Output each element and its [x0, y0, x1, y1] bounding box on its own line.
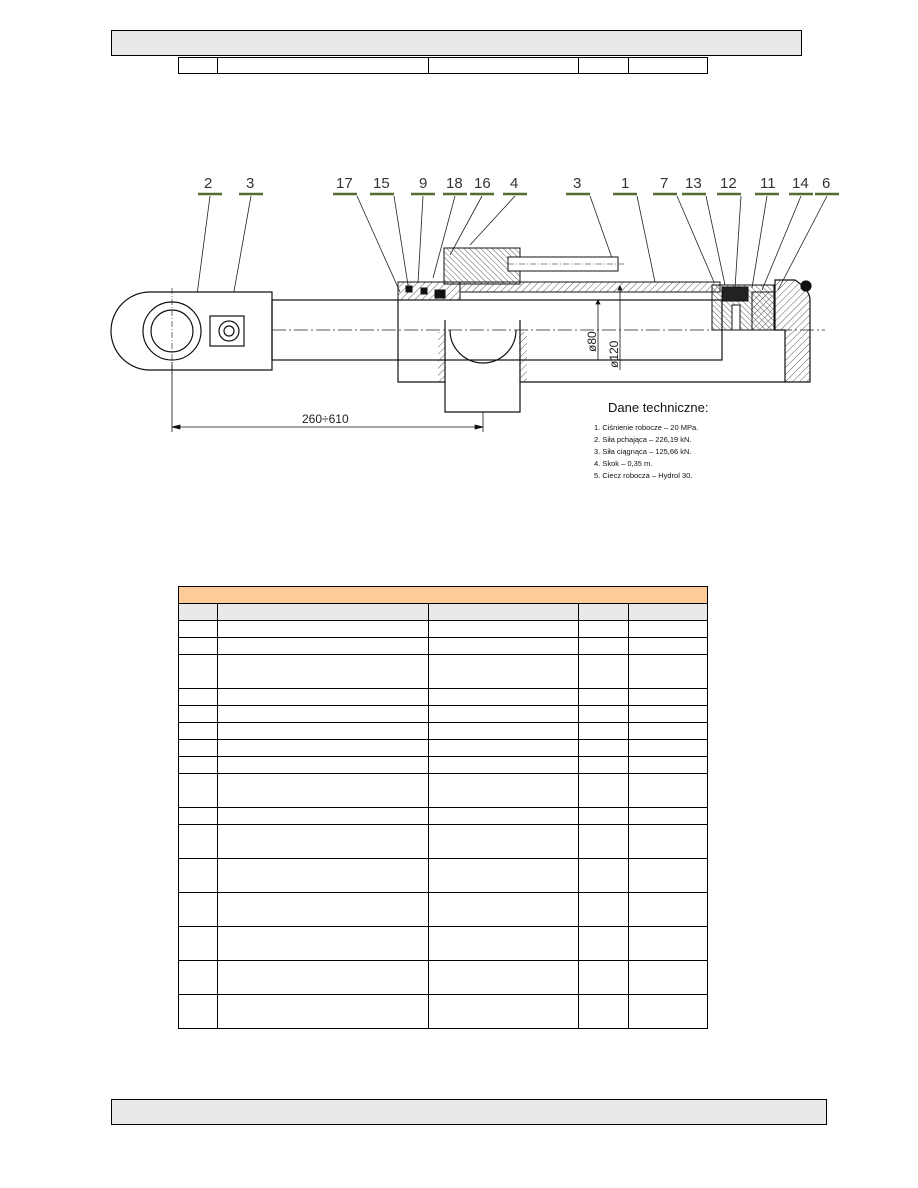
bom-row — [179, 825, 708, 859]
bom-row — [179, 893, 708, 927]
note-5: 5. Ciecz robocza – Hydrol 30. — [594, 471, 693, 480]
bom-row — [179, 706, 708, 723]
callout-numbers — [204, 175, 830, 192]
bom-row — [179, 774, 708, 808]
bill-of-materials-table — [178, 586, 708, 1029]
callout-15: 15 — [373, 175, 390, 192]
bom-row — [179, 638, 708, 655]
notes-title: Dane techniczne: — [608, 400, 709, 415]
callout-13: 13 — [685, 175, 702, 192]
bom-row — [179, 927, 708, 961]
page-footer-bar — [111, 1099, 827, 1125]
gland-section — [398, 248, 720, 300]
note-1: 1. Ciśnienie robocze – 20 MPa. — [594, 423, 699, 432]
callout-1: 1 — [621, 175, 630, 192]
callout-3b: 3 — [573, 175, 582, 192]
callout-2: 2 — [204, 175, 213, 192]
end-cap — [775, 280, 811, 382]
bom-row — [179, 740, 708, 757]
note-2: 2. Siła pchająca – 226,19 kN. — [594, 435, 692, 444]
note-3: 3. Siła ciągnąca – 125,66 kN. — [594, 447, 692, 456]
bom-row — [179, 757, 708, 774]
dimension-length: 260÷610 — [302, 412, 349, 426]
bom-header-cell — [179, 604, 218, 621]
piston-section — [712, 285, 774, 330]
bom-header-cell — [429, 604, 579, 621]
callout-14: 14 — [792, 175, 809, 192]
callout-11: 11 — [760, 175, 776, 192]
port-hatch-right — [519, 332, 527, 382]
bom-row — [179, 655, 708, 689]
bom-title-cell — [179, 587, 708, 604]
bom-row — [179, 689, 708, 706]
rod-eye — [111, 288, 272, 375]
callout-12: 12 — [720, 175, 737, 192]
bom-row — [179, 808, 708, 825]
hydraulic-cylinder-drawing — [0, 0, 918, 560]
bom-row — [179, 859, 708, 893]
callout-16: 16 — [474, 175, 491, 192]
bom-row — [179, 961, 708, 995]
bom-row — [179, 995, 708, 1029]
callout-17: 17 — [336, 175, 353, 192]
bom-header-cell — [218, 604, 429, 621]
port-hatch-left — [438, 332, 446, 382]
callout-4: 4 — [510, 175, 519, 192]
note-4: 4. Skok – 0,35 m. — [594, 459, 653, 468]
bom-header-cell — [579, 604, 629, 621]
callout-18: 18 — [446, 175, 463, 192]
bom-row — [179, 621, 708, 638]
callout-6: 6 — [822, 175, 831, 192]
callout-9: 9 — [419, 175, 428, 192]
dimension-d80: ø80 — [585, 331, 599, 352]
callout-3: 3 — [246, 175, 255, 192]
callout-7: 7 — [660, 175, 669, 192]
dimension-d120: ø120 — [607, 340, 621, 368]
bom-header-cell — [629, 604, 708, 621]
bom-row — [179, 723, 708, 740]
